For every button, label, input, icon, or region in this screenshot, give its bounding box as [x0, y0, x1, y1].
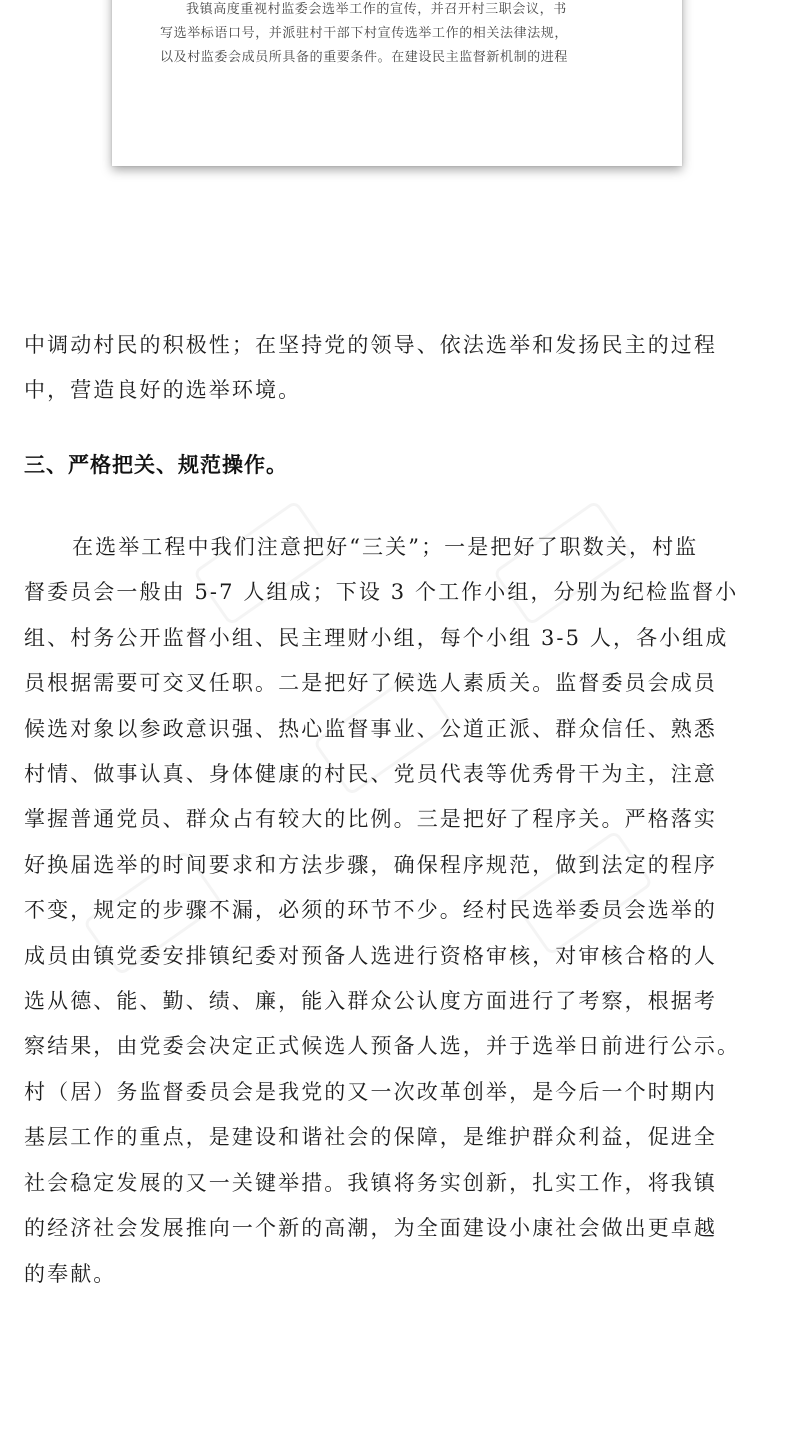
- text-line: 成员由镇党委安排镇纪委对预备人选进行资格审核，对审核合格的人: [24, 943, 717, 968]
- text-line: 的奉献。: [24, 1261, 117, 1286]
- card-line: 我镇高度重视村监委会选举工作的宣传，并召开村三职会议，书: [186, 2, 567, 17]
- card-line: 写选举标语口号，并派驻村干部下村宣传选举工作的相关法律法规，: [160, 26, 569, 41]
- text-line: 中调动村民的积极性；在坚持党的领导、依法选举和发扬民主的过程: [24, 333, 717, 357]
- text-line: 不变，规定的步骤不漏，必须的环节不少。经村民选举委员会选举的: [24, 898, 717, 923]
- text-line: 社会稳定发展的又一关键举措。我镇将务实创新，扎实工作，将我镇: [24, 1170, 717, 1195]
- text-line: 好换届选举的时间要求和方法步骤，确保程序规范，做到法定的程序: [24, 852, 717, 877]
- text-line: 中，营造良好的选举环境。: [24, 378, 302, 403]
- text-line: 督委员会一般由 5-7 人组成；下设 3 个工作小组，分别为纪检监督小: [24, 580, 739, 605]
- intro-paragraph: [24, 323, 784, 414]
- text-line: 的经济社会发展推向一个新的高潮，为全面建设小康社会做出更卓越: [24, 1216, 717, 1241]
- text-line: 察结果，由党委会决定正式候选人预备人选，并于选举日前进行公示。: [24, 1034, 741, 1059]
- card-line: 以及村监委会成员所具备的重要条件。在建设民主监督新机制的进程: [160, 50, 569, 65]
- text-line: 员根据需要可交叉任职。二是把好了候选人素质关。监督委员会成员: [24, 671, 717, 696]
- text-line: 组、村务公开监督小组、民主理财小组，每个小组 3-5 人，各小组成: [24, 625, 729, 650]
- text-line: 选从德、能、勤、绩、廉，能入群众公认度方面进行了考察，根据考: [24, 989, 717, 1014]
- main-paragraph: [24, 525, 784, 1297]
- text-line: 村情、做事认真、身体健康的村民、党员代表等优秀骨干为主，注意: [24, 762, 717, 787]
- card-text: [160, 0, 640, 70]
- section-heading: 三、严格把关、规范操作。: [24, 453, 288, 477]
- text-line: 掌握普通党员、群众占有较大的比例。三是把好了程序关。严格落实: [24, 807, 717, 832]
- text-line: 在选举工程中我们注意把好“三关”；一是把好了职数关，村监: [72, 535, 699, 559]
- page-preview-card: [112, 0, 682, 166]
- text-line: 村（居）务监督委员会是我党的又一次改革创举，是今后一个时期内: [24, 1079, 717, 1104]
- text-line: 候选对象以参政意识强、热心监督事业、公道正派、群众信任、熟悉: [24, 716, 717, 741]
- text-line: 基层工作的重点，是建设和谐社会的保障，是维护群众利益，促进全: [24, 1125, 717, 1150]
